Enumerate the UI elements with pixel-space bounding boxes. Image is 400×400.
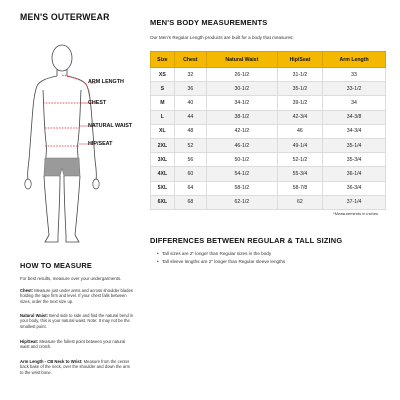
chest-cell: 56: [174, 153, 206, 167]
chest-cell: 44: [174, 110, 206, 124]
arm-cell: 35-1/4: [323, 138, 386, 152]
chest-cell: 60: [174, 167, 206, 181]
list-item: • Tall sleeve lengths are 2" longer than Regular sleeve lengths: [157, 259, 285, 264]
hip-cell: 58-7/8: [277, 181, 322, 195]
chest-instruction: [20, 288, 134, 304]
feet-outline: [45, 235, 79, 242]
arm-cell: 35-3/4: [323, 153, 386, 167]
chest-cell: 40: [174, 96, 206, 110]
header-arm-length: Arm Length: [323, 52, 386, 68]
hip-instruction: [20, 339, 134, 350]
table-row: [151, 153, 386, 167]
instruction-term: Natural Waist:: [20, 313, 48, 318]
arm-length-label: ARM LENGTH: [88, 79, 124, 85]
waist-instruction: [20, 313, 134, 329]
hip-seat-label: HIP/SEAT: [88, 141, 113, 147]
table-row: [151, 181, 386, 195]
arm-cell: 37-1/4: [323, 195, 386, 209]
hip-cell: 42-3/4: [277, 110, 322, 124]
header-hip-seat: Hip/Seat: [277, 52, 322, 68]
waist-cell: 34-1/2: [206, 96, 277, 110]
arm-cell: 34-3/8: [323, 110, 386, 124]
table-row: [151, 124, 386, 138]
hip-cell: 55-3/4: [277, 167, 322, 181]
hip-cell: 52-1/2: [277, 153, 322, 167]
list-item: • Tall sizes are 2" longer than Regular sizes in the body: [157, 251, 285, 256]
chest-cell: 48: [174, 124, 206, 138]
size-cell: 3XL: [151, 153, 175, 167]
arm-cell: 33: [323, 68, 386, 82]
right-hand: [93, 179, 99, 189]
size-cell: M: [151, 96, 175, 110]
head-shape: [52, 45, 72, 71]
shorts-shape: [44, 158, 80, 176]
how-to-measure-intro: For best results, measure over your undergarments.: [20, 276, 122, 281]
instruction-text: Measure just under arms and across shoulder blades holding the tape firm and level. If your chest falls between sizes, order the next size up.: [20, 288, 133, 304]
chest-label: CHEST: [88, 100, 107, 106]
differences-title: DIFFERENCES BETWEEN REGULAR & TALL SIZING: [150, 236, 343, 245]
body-outline-illustration: [10, 30, 150, 250]
left-hand: [25, 179, 31, 189]
size-cell: 4XL: [151, 167, 175, 181]
hip-cell: 62: [277, 195, 322, 209]
header-natural-waist: Natural Waist: [206, 52, 277, 68]
measurements-title: MEN'S BODY MEASUREMENTS: [150, 18, 268, 27]
chest-cell: 64: [174, 181, 206, 195]
size-cell: 5XL: [151, 181, 175, 195]
hip-cell: 39-1/2: [277, 96, 322, 110]
arm-instruction: [20, 359, 134, 375]
chest-cell: 32: [174, 68, 206, 82]
hip-cell: 49-1/4: [277, 138, 322, 152]
table-row: [151, 195, 386, 209]
waist-cell: 50-1/2: [206, 153, 277, 167]
size-cell: 2XL: [151, 138, 175, 152]
chest-cell: 68: [174, 195, 206, 209]
body-figure: [10, 30, 150, 250]
natural-waist-label: NATURAL WAIST: [88, 123, 133, 129]
header-chest: Chest: [174, 52, 206, 68]
arm-cell: 36-1/4: [323, 167, 386, 181]
instruction-text: Measure the fullest point between your natural waist and crotch.: [20, 339, 126, 350]
chest-cell: 52: [174, 138, 206, 152]
arm-cell: 34: [323, 96, 386, 110]
waist-cell: 62-1/2: [206, 195, 277, 209]
table-row: [151, 96, 386, 110]
table-row: [151, 68, 386, 82]
size-cell: XS: [151, 68, 175, 82]
header-size: Size: [151, 52, 175, 68]
instruction-term: Hip/Seat:: [20, 339, 39, 344]
waist-cell: 54-1/2: [206, 167, 277, 181]
waist-cell: 38-1/2: [206, 110, 277, 124]
instruction-term: Arm Length - CB Neck to Wrist:: [20, 359, 83, 364]
size-chart-table: [150, 51, 386, 210]
how-to-measure-title: HOW TO MEASURE: [20, 261, 93, 270]
instruction-text: Measure from the center back base of the neck, over the shoulder and down the arm to the wrist bone.: [20, 359, 131, 375]
waist-cell: 30-1/2: [206, 82, 277, 96]
differences-list: [157, 251, 285, 267]
table-header-row: [151, 52, 386, 68]
instruction-term: Chest:: [20, 288, 34, 293]
waist-cell: 58-1/2: [206, 181, 277, 195]
legs-outline: [44, 176, 80, 235]
size-cell: L: [151, 110, 175, 124]
arm-cell: 36-3/4: [323, 181, 386, 195]
waist-cell: 26-1/2: [206, 68, 277, 82]
measurement-note: *Measurements in inches: [333, 211, 378, 216]
size-cell: XL: [151, 124, 175, 138]
size-cell: S: [151, 82, 175, 96]
size-cell: 6XL: [151, 195, 175, 209]
waist-cell: 46-1/2: [206, 138, 277, 152]
arm-cell: 34-3/4: [323, 124, 386, 138]
hip-cell: 35-1/2: [277, 82, 322, 96]
chest-cell: 36: [174, 82, 206, 96]
arm-cell: 33-1/2: [323, 82, 386, 96]
waist-cell: 42-1/2: [206, 124, 277, 138]
page-title: MEN'S OUTERWEAR: [20, 12, 110, 23]
torso-outline: [43, 90, 81, 164]
arm-length-guide: [62, 75, 90, 100]
table-row: [151, 138, 386, 152]
hip-cell: 46: [277, 124, 322, 138]
instruction-text: Bend side to side and find the natural bend in your body, this is your natural waist. Note: It may not be the smallest point.: [20, 313, 134, 329]
table-row: [151, 110, 386, 124]
table-row: [151, 167, 386, 181]
table-row: [151, 82, 386, 96]
hip-cell: 31-1/2: [277, 68, 322, 82]
measurements-subtitle: Our Men's Regular Length products are built for a body that measures:: [150, 35, 294, 40]
